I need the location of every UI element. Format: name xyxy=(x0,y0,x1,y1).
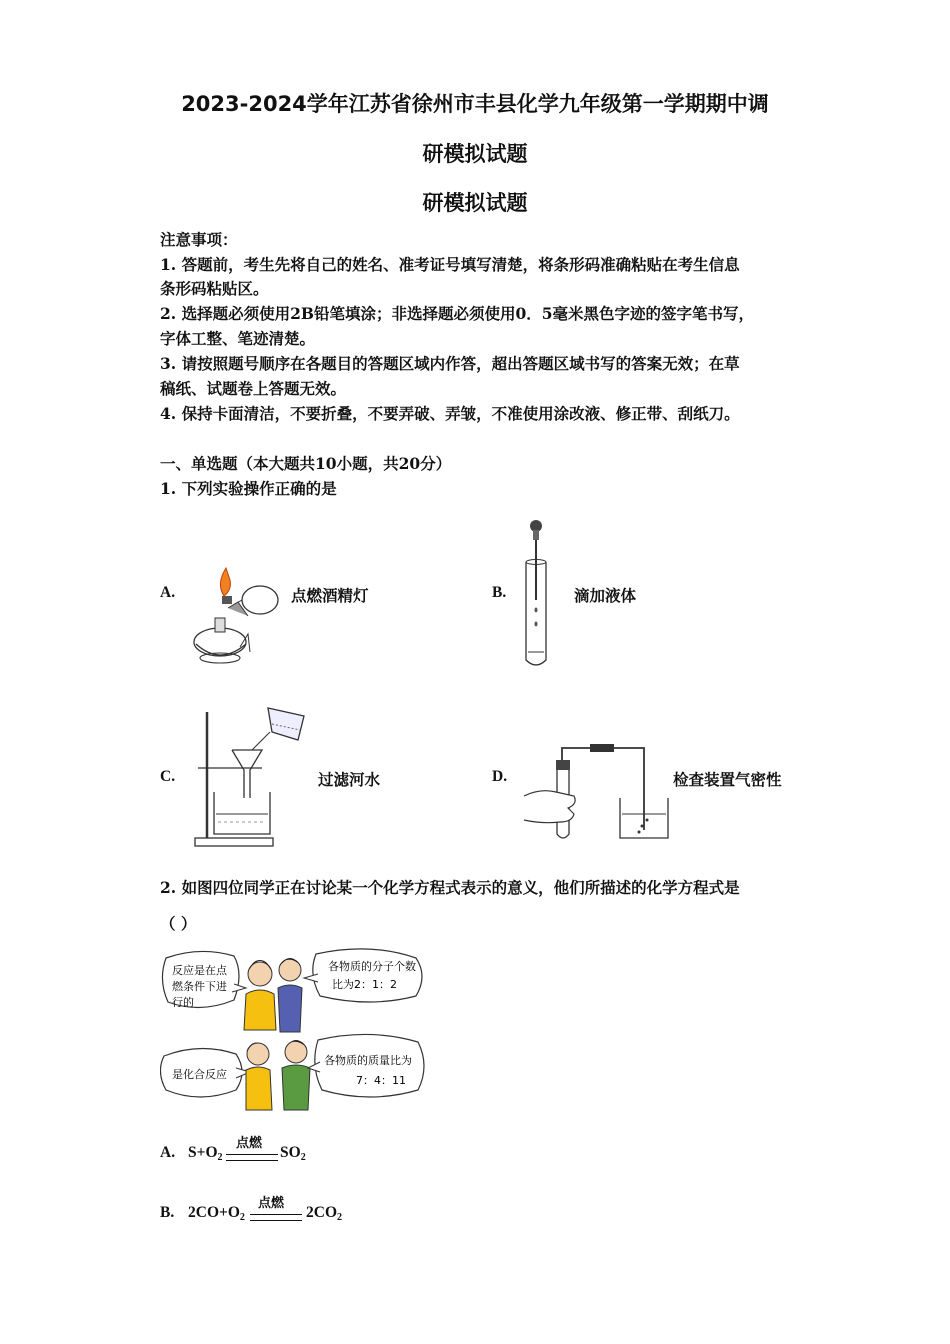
bubble-2-line2: 比为2：1：2 xyxy=(332,978,397,991)
q2-option-a-product: SO2 xyxy=(280,1144,306,1163)
option-d-caption: 检查装置气密性 xyxy=(673,770,782,789)
q2-option-b-letter: B. xyxy=(160,1204,175,1221)
bubble-4-line2: 7：4：11 xyxy=(356,1074,406,1087)
section-heading: 一、单选题（本大题共10小题，共20分） xyxy=(160,454,452,473)
question-1-stem: 1. 下列实验操作正确的是 xyxy=(160,479,337,498)
page-subtitle: 研模拟试题 xyxy=(422,191,528,215)
q2-option-b-reactants: 2CO+O2 xyxy=(188,1204,245,1223)
bubble-3-line1: 是化合反应 xyxy=(172,1068,227,1081)
note-line: 2. 选择题必须使用2B铅笔填涂；非选择题必须使用0．5毫米黑色字迹的签字笔书写， xyxy=(160,304,755,323)
note-line: 3. 请按照题号顺序在各题目的答题区域内作答，超出答题区域书写的答案无效；在草 xyxy=(160,354,740,373)
q2-option-b-condition: 点燃 xyxy=(258,1196,285,1211)
students-discussion-illustration xyxy=(160,944,432,1116)
bubble-4-line1: 各物质的质量比为 xyxy=(324,1054,412,1067)
bubble-1-line2: 燃条件下进 xyxy=(172,980,227,993)
note-line: 条形码粘贴区。 xyxy=(160,279,269,298)
dropper-test-tube-illustration xyxy=(518,514,554,670)
q2-option-a-equals xyxy=(226,1154,278,1161)
q2-option-a-letter: A. xyxy=(160,1144,176,1161)
option-c-caption: 过滤河水 xyxy=(318,770,381,789)
option-c-letter: C. xyxy=(160,768,176,785)
option-d-letter: D. xyxy=(492,768,508,785)
alcohol-lamp-illustration xyxy=(190,562,290,668)
option-a-caption: 点燃酒精灯 xyxy=(291,586,369,605)
bubble-1-line3: 行的 xyxy=(172,996,194,1009)
option-b-caption: 滴加液体 xyxy=(574,586,637,605)
q2-option-b-equals xyxy=(250,1214,302,1221)
q2-option-a-reactants: S+O2 xyxy=(188,1144,223,1163)
page-title-line2: 研模拟试题 xyxy=(422,142,528,166)
note-line: 1. 答题前，考生先将自己的姓名、准考证号填写清楚，将条形码准确粘贴在考生信息 xyxy=(160,255,740,274)
note-line: 稿纸、试题卷上答题无效。 xyxy=(160,379,347,398)
filtration-setup-illustration xyxy=(190,702,315,850)
note-line: 4. 保持卡面清洁，不要折叠，不要弄破、弄皱，不准使用涂改液、修正带、刮纸刀。 xyxy=(160,404,740,423)
option-a-letter: A. xyxy=(160,584,176,601)
q2-option-a-condition: 点燃 xyxy=(236,1136,263,1151)
bubble-2-line1: 各物质的分子个数 xyxy=(328,960,416,973)
page-title: 2023-2024学年江苏省徐州市丰县化学九年级第一学期期中调 xyxy=(181,92,769,116)
question-2-blank: （ ） xyxy=(160,914,197,933)
option-b-letter: B. xyxy=(492,584,507,601)
notes-heading: 注意事项： xyxy=(160,230,238,249)
question-2-stem: 2. 如图四位同学正在讨论某一个化学方程式表示的意义，他们所描述的化学方程式是 xyxy=(160,878,740,897)
q2-option-b-product: 2CO2 xyxy=(306,1204,342,1223)
airtightness-check-illustration xyxy=(520,738,672,846)
bubble-1-line1: 反应是在点 xyxy=(172,964,227,977)
note-line: 字体工整、笔迹清楚。 xyxy=(160,329,316,348)
